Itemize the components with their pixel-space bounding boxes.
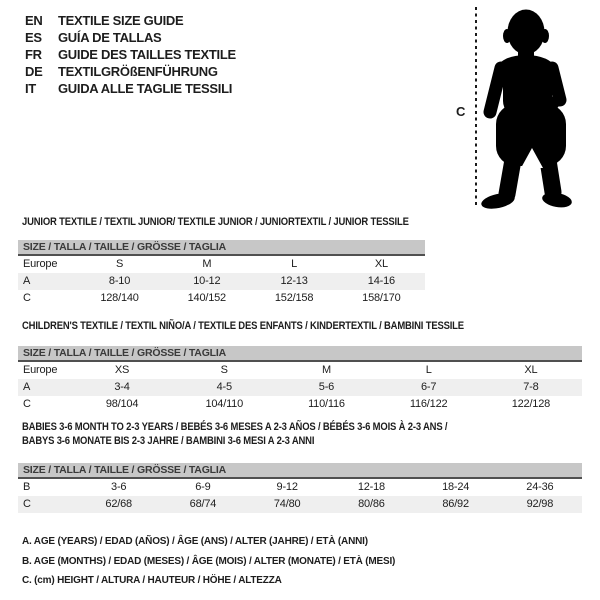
row-label: Europe (23, 364, 58, 376)
language-title: TEXTILE SIZE GUIDE (58, 13, 184, 28)
size-value: 12-18 (357, 481, 385, 493)
language-code: ES (25, 30, 42, 45)
size-value: 128/140 (100, 292, 139, 304)
section-title-line: BABYS 3-6 MONATE BIS 2-3 JAHRE / BAMBINI 3-6 MESI A 2-3 ANNI (22, 434, 315, 447)
size-header-bar: SIZE / TALLA / TAILLE / GRÖSSE / TAGLIA (18, 240, 425, 256)
size-header-bar: SIZE / TALLA / TAILLE / GRÖSSE / TAGLIA (18, 346, 582, 362)
table-row (18, 396, 582, 413)
size-value: 92/98 (526, 498, 554, 510)
size-value: 4-5 (216, 381, 232, 393)
table-row (18, 273, 425, 290)
legend-line-age-years: A. AGE (YEARS) / EDAD (AÑOS) / ÂGE (ANS) / ALTER (JAHRE) / ETÀ (ANNI) (22, 536, 368, 547)
legend-line-height: C. (cm) HEIGHT / ALTURA / HAUTEUR / HÖHE / ALTEZZA (22, 575, 282, 586)
legend (22, 532, 395, 591)
row-label: C (23, 498, 31, 510)
section-title-line: JUNIOR TEXTILE / TEXTIL JUNIOR/ TEXTILE JUNIOR / JUNIORTEXTIL / JUNIOR TESSILE (22, 216, 409, 228)
size-value: S (220, 364, 228, 376)
size-value: 10-12 (193, 275, 221, 287)
size-value: 116/122 (409, 398, 448, 410)
section-title-line: BABIES 3-6 MONTH TO 2-3 YEARS / BEBÉS 3-6 MESES A 2-3 AÑOS / BÉBÉS 3-6 MOIS À 2-3 ANS / (22, 421, 448, 433)
height-figure (450, 4, 600, 212)
size-value: 6-9 (195, 481, 211, 493)
size-value: 122/128 (511, 398, 551, 410)
row-label: C (23, 398, 31, 410)
size-value: XL (524, 364, 538, 376)
size-value: 14-16 (367, 275, 395, 287)
height-label-c: C (456, 104, 466, 119)
table-row (18, 362, 582, 379)
size-value: 3-6 (111, 481, 127, 493)
language-code: DE (25, 64, 43, 79)
junior-size-table (18, 240, 425, 307)
size-value: 8-10 (108, 275, 131, 287)
size-value: XS (114, 364, 130, 376)
size-value: L (291, 258, 298, 270)
size-value: 5-6 (318, 381, 335, 393)
language-title: TEXTILGRÖßENFÜHRUNG (58, 64, 218, 79)
babies-size-table (18, 463, 582, 513)
language-code: IT (25, 81, 36, 96)
size-header-bar: SIZE / TALLA / TAILLE / GRÖSSE / TAGLIA (18, 463, 582, 479)
language-title: GUIDE DES TAILLES TEXTILE (58, 47, 236, 62)
size-value: 74/80 (273, 498, 301, 510)
language-row (25, 29, 236, 46)
size-value: 12-13 (280, 275, 308, 287)
size-value: 110/116 (308, 398, 345, 410)
row-label: B (23, 481, 31, 493)
size-value: 86/92 (442, 498, 469, 510)
language-code: FR (25, 47, 42, 62)
table-row (18, 496, 582, 513)
size-value: S (115, 258, 124, 270)
size-value: 9-12 (276, 481, 298, 493)
table-row (18, 256, 425, 273)
legend-line-age-months: B. AGE (MONTHS) / EDAD (MESES) / ÂGE (MOIS) / ALTER (MONATE) / ETÀ (MESI) (22, 555, 396, 567)
childrens-size-table (18, 346, 582, 413)
row-label: A (23, 275, 31, 287)
size-value: 104/110 (205, 398, 244, 410)
size-value: XL (374, 258, 388, 270)
language-title: GUIDA ALLE TAGLIE TESSILI (58, 81, 233, 96)
language-row (25, 63, 236, 80)
junior-section-title (22, 216, 409, 230)
language-code: EN (25, 13, 43, 28)
babies-section-title (22, 421, 447, 448)
size-value: 3-4 (114, 381, 130, 393)
baby-silhouette (450, 4, 600, 212)
size-value: 62/68 (105, 498, 132, 510)
size-value: 158/170 (362, 292, 401, 304)
row-label: Europe (23, 258, 58, 270)
language-row (25, 46, 236, 63)
language-title-list (25, 12, 236, 97)
language-title: GUÍA DE TALLAS (58, 30, 162, 45)
size-value: 68/74 (189, 498, 217, 510)
size-value: 152/158 (274, 292, 314, 304)
size-value: L (425, 364, 432, 376)
size-value: 140/152 (187, 292, 226, 304)
size-value: 6-7 (420, 381, 437, 393)
table-row (18, 290, 425, 307)
language-row (25, 80, 236, 97)
size-value: 80/86 (358, 498, 385, 510)
childrens-section-title (22, 320, 464, 334)
row-label: A (23, 381, 31, 393)
baby-silhouette-shape (480, 10, 573, 212)
size-value: 18-24 (442, 481, 470, 493)
section-title-line: CHILDREN'S TEXTILE / TEXTIL NIÑO/A / TEXTILE DES ENFANTS / KINDERTEXTIL / BAMBINI TESSILE (22, 320, 464, 332)
table-row (18, 379, 582, 396)
language-row (25, 12, 236, 29)
size-value: M (202, 258, 212, 270)
size-value: M (321, 364, 331, 376)
size-value: 98/104 (105, 398, 139, 410)
row-label: C (23, 292, 31, 304)
table-row (18, 479, 582, 496)
size-value: 7-8 (523, 381, 539, 393)
size-value: 24-36 (526, 481, 554, 493)
